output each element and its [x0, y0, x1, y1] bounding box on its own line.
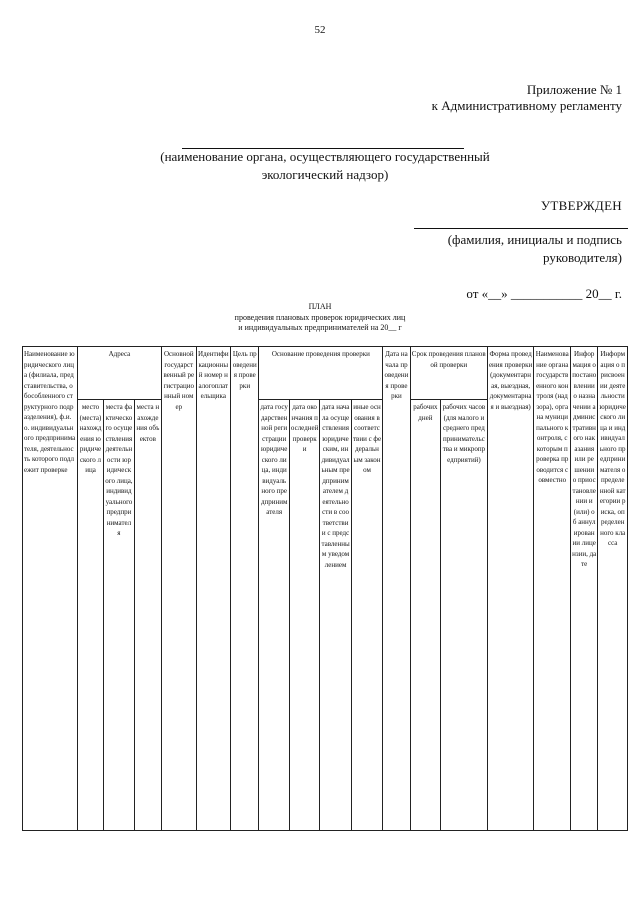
- appendix-line-2: к Административному регламенту: [431, 98, 622, 113]
- org-name-caption: (наименование органа, осуществляющего государственный экологический надзор): [160, 149, 490, 182]
- subcol-basis-last-check: дата окончания последней проверки: [289, 400, 319, 831]
- col-start-date: Дата начала проведения проверки: [383, 347, 410, 831]
- subcol-address-objects: места нахождения объектов: [134, 400, 161, 831]
- appendix-header: [322, 82, 622, 114]
- signature-caption: (фамилия, инициалы и подпись руководителя): [447, 232, 622, 265]
- subcol-basis-other: иные основания в соответствии с федеральным законом: [351, 400, 382, 831]
- col-term: Срок проведения плановой проверки: [410, 347, 487, 400]
- col-info-suspension: Информация о постановлении о назначении административного наказания или решении о приостановлении и (или) об аннулировании лицензии, дате: [571, 347, 598, 831]
- plan-title: ПЛАН: [308, 302, 332, 311]
- col-basis: Основание проведения проверки: [259, 347, 383, 400]
- plan-subtitle-line-2: и индивидуальных предпринимателей на 20__ г: [238, 323, 402, 332]
- col-entity-name: Наименование юридического лица (филиала, представительства, обособленного структурного подразделения), ф.и.о. индивидуального предпринимателя, деятельность которого подлежит проверке: [23, 347, 78, 831]
- inspection-plan-table: [22, 346, 628, 831]
- col-form: Форма проведения проверки (документарная, выездная, документарная и выездная): [487, 347, 534, 831]
- plan-subtitle-line-1: проведения плановых проверок юридических лиц: [234, 313, 406, 322]
- col-info-category: Информация о присвоении деятельности юридического лица и индивидуального предпринимателя определенной категории риска, определенного класса: [598, 347, 628, 831]
- approval-date-line: от «__» ___________ 20__ г.: [466, 286, 622, 301]
- signature-line: [414, 228, 628, 229]
- subcol-basis-registration: дата государственной регистрации юридического лица, индивидуального предпринимателя: [259, 400, 289, 831]
- appendix-line-1: Приложение № 1: [526, 82, 622, 97]
- subcol-address-location: место (места) нахождения юридического лица: [77, 400, 103, 831]
- subcol-term-hours: рабочих часов (для малого и среднего предпринимательства и микропредприятий): [441, 400, 488, 831]
- page-number: 52: [314, 24, 326, 36]
- col-agency: Наименование органа государственного контроля (надзора), органа муниципального контроля, с которым проверка проводится совместно: [534, 347, 571, 831]
- subcol-address-activity: места фактического осуществления деятельности юридического лица, индивидуального предпринимателя: [104, 400, 134, 831]
- subcol-term-days: рабочих дней: [410, 400, 440, 831]
- col-addresses: Адреса: [77, 347, 161, 400]
- col-inn: Идентификационный номер налогоплательщика: [196, 347, 231, 831]
- subcol-basis-activity-start: дата начала осуществления юридическим, индивидуальным предпринимателем деятельности в соответствии с представленным уведомлением: [320, 400, 351, 831]
- approved-label: УТВЕРЖДЕН: [540, 198, 622, 213]
- col-ogrn: Основной государственный регистрационный номер: [162, 347, 197, 831]
- col-goal: Цель проведения проверки: [231, 347, 259, 831]
